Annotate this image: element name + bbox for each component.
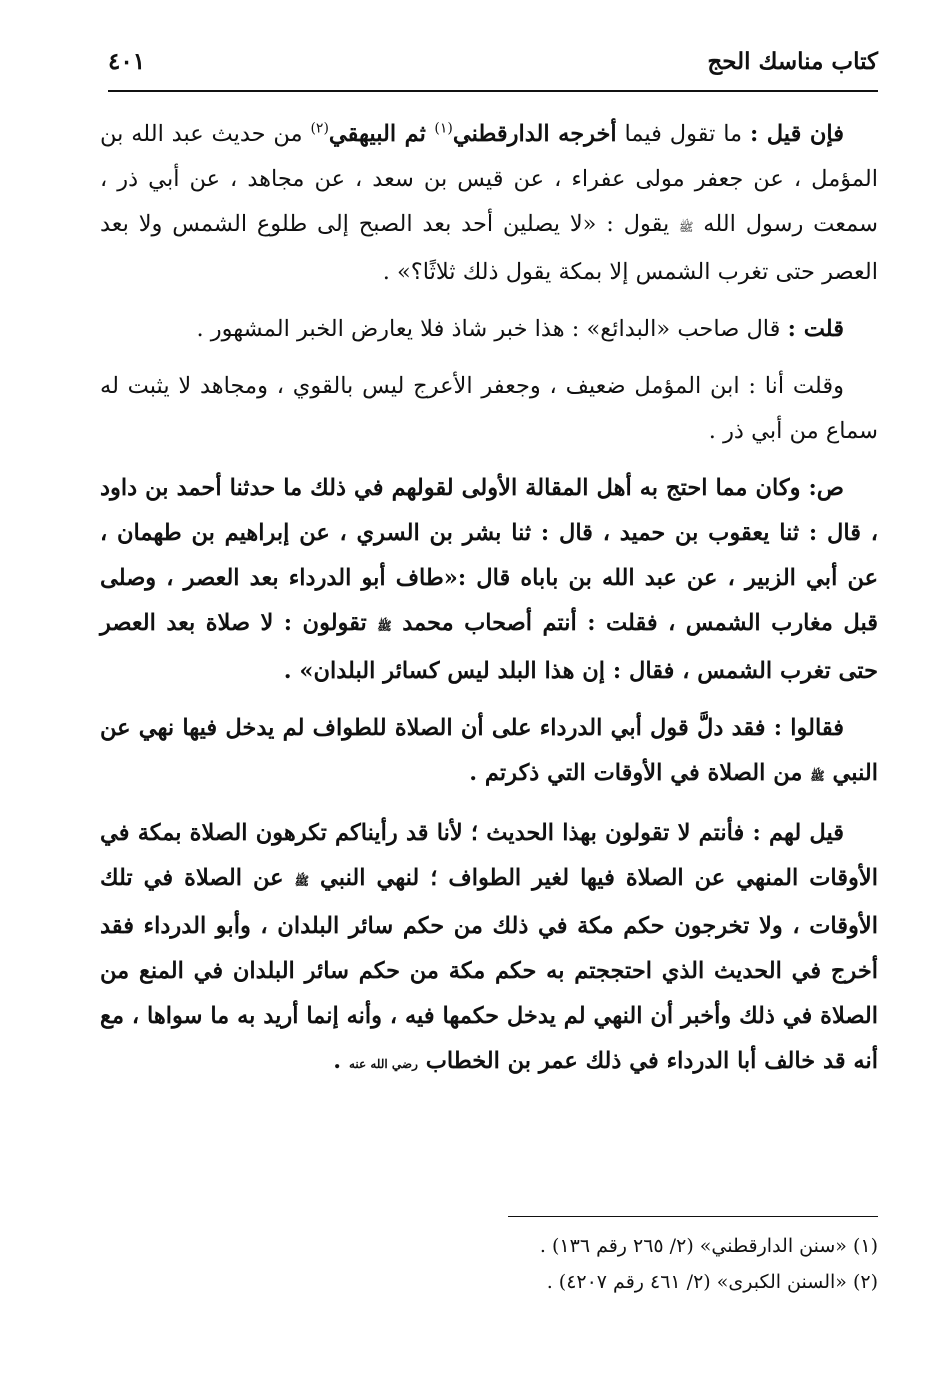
matn-text-1: ص: وكان مما احتج به أهل المقالة الأولى لقولهم في ذلك ما حدثنا أحمد بن داود ، قال : ثنا يعقوب بن حميد ، قال : ثنا بشر بن السري ، عن إبراهيم بن طهمان ، عن أبي الزبير ، عن عبد الله بن باباه قال :«طاف أبو الدرداء بعد العصر ، وصلى قبل مغارب الشمس ، فقلت : أنتم أصحاب محمد [100, 475, 878, 636]
page-body [100, 112, 878, 1099]
salla-symbol: ﷺ [377, 619, 392, 633]
footnote-divider [508, 1216, 878, 1217]
response-text-3: . [333, 1048, 349, 1074]
paragraph-objection [100, 112, 878, 295]
page-number: ٤٠١ [108, 48, 146, 75]
they-said-text-2: من الصلاة في الأوقات التي ذكرتم . [469, 760, 811, 786]
paragraph-author-note [100, 364, 878, 454]
paragraph-matn [100, 466, 878, 694]
footnote-1: (١) «سنن الدارقطني» (٢/ ٢٦٥ رقم ١٣٦) . [539, 1235, 878, 1257]
radi-symbol: رضي الله عنه [348, 1057, 418, 1071]
footnote-marker-2: (٢) [310, 120, 329, 137]
response-text-1: قيل لهم : فأنتم لا تقولون بهذا الحديث ؛ لأنا قد رأيناكم تكرهون الصلاة بمكة في الأوقات المنهي عن الصلاة فيها لغير الطواف ؛ لنهي النبي [100, 820, 878, 891]
reply-text: قال صاحب «البدائع» : هذا خبر شاذ فلا يعارض الخبر المشهور . [196, 316, 788, 342]
book-title: كتاب مناسك الحج [707, 48, 878, 75]
objection-text-3: يقول : «لا يصلين أحد بعد الصبح إلى طلوع الشمس ولا بعد العصر حتى تغرب الشمس إلا بمكة يقول ذلك ثلاثًا؟» . [100, 211, 878, 285]
salla-symbol: ﷺ [810, 769, 825, 783]
response-text-2: عن الصلاة في تلك الأوقات ، ولا تخرجون حكم مكة في ذلك من حكم سائر البلدان ، وأبو الدرداء فقد أخرج في الحديث الذي احتججتم به حكم مكة من حكم سائر البلدان في المنع من الصلاة في ذلك وأخبر أن النهي لم يدخل حكمها فيه ، وأنه إنما أريد به ما سواها ، مع أنه قد خالف أبا الدرداء في ذلك عمر بن الخطاب [100, 865, 878, 1074]
objection-text-1: ما تقول فيما [616, 121, 750, 147]
salla-symbol: ﷺ [294, 874, 310, 888]
salla-symbol: ﷺ [679, 220, 694, 234]
footnote-marker-1: (١) [434, 120, 453, 137]
author-note-text: وقلت أنا : ابن المؤمل ضعيف ، وجعفر الأعرج ليس بالقوي ، ومجاهد لا يثبت له سماع من أبي ذر . [100, 373, 878, 444]
daraqutni-reference: أخرجه الدارقطني [452, 121, 617, 147]
paragraph-reply [100, 307, 878, 352]
paragraph-response [100, 811, 878, 1087]
bayhaqi-reference: ثم البيهقي [328, 121, 435, 147]
objection-lead: فإن قيل : [749, 121, 844, 147]
paragraph-they-said [100, 706, 878, 799]
footnote-2: (٢) «السنن الكبرى» (٢/ ٤٦١ رقم ٤٢٠٧) . [546, 1271, 878, 1293]
footnotes [100, 1228, 878, 1300]
objection-text-2: من حديث عبد الله بن المؤمل ، عن جعفر مولى عفراء ، عن قيس بن سعد ، عن مجاهد ، عن أبي ذر ، سمعت رسول الله [100, 121, 878, 237]
they-said-text-1: فقالوا : فقد دلَّ قول أبي الدرداء على أن الصلاة للطواف لم يدخل فيها نهي عن النبي [100, 715, 878, 786]
reply-lead: قلت : [787, 316, 844, 342]
page-header [108, 44, 878, 92]
matn-text-2: تقولون : لا صلاة بعد العصر حتى تغرب الشمس ، فقال : إن هذا البلد ليس كسائر البلدان» . [100, 610, 878, 684]
